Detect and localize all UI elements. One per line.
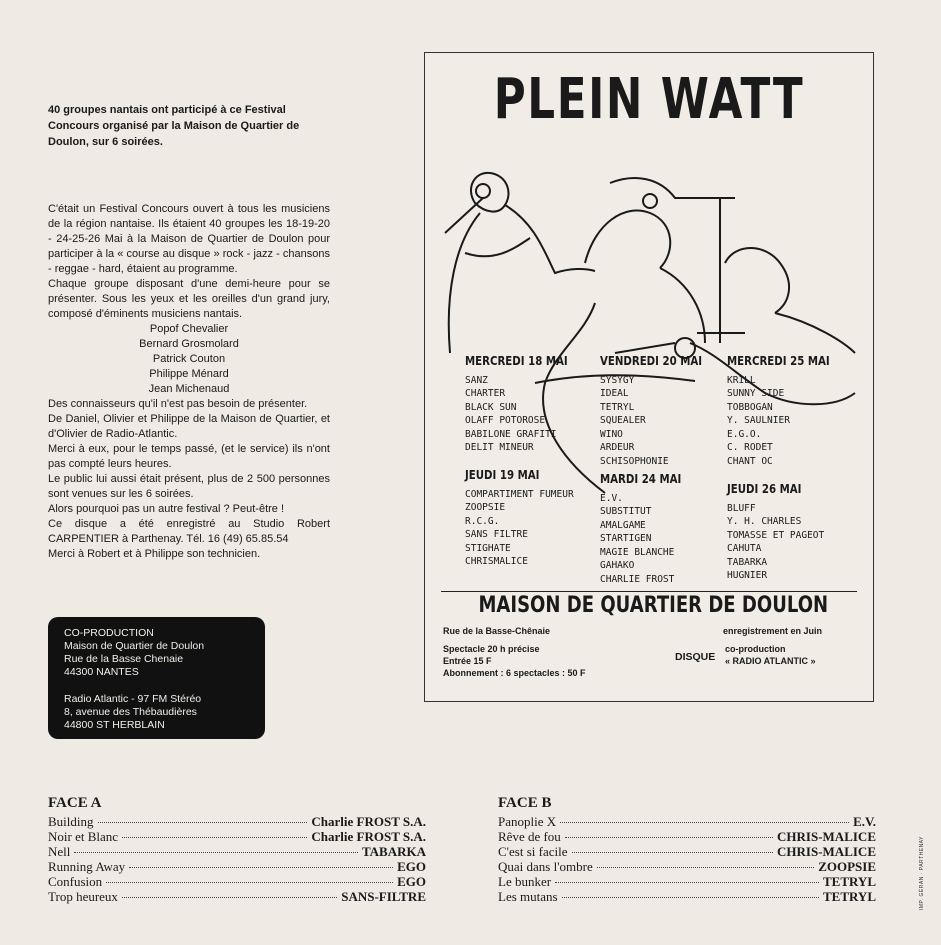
track-artist: Charlie FROST S.A. [311,814,426,829]
coprod-line: 44800 ST HERBLAIN [64,719,165,731]
track-row [498,844,876,859]
track-row [48,874,426,889]
jury-member: Popof Chevalier [149,323,229,335]
band-name: E.G.O. [727,428,762,440]
band-name: TETRYL [600,401,635,413]
notes-paragraph: Ce disque a été enregistré au Studio Robert CARPENTIER à Parthenay. Tél. 16 (49) 65.85.54 [48,518,330,545]
band-name: STARTIGEN [600,533,652,544]
band-name: ZOOPSIE [465,502,506,513]
track-title: Panoplie X [498,814,557,829]
band-name: DELIT MINEUR [465,442,534,453]
day-column [727,483,824,583]
track-title: Quai dans l'ombre [498,859,593,874]
band-name: C. RODET [727,442,773,453]
band-name: WINO [600,428,623,440]
band-name: CAHUTA [727,543,762,554]
day-heading: VENDREDI 20 MAI [600,354,703,368]
jury-list [48,322,330,397]
band-name: BLACK SUN [465,401,517,413]
poster-title: PLEIN WATT [493,67,805,132]
track-artist: SANS-FILTRE [341,889,426,904]
band-name: TABARKA [727,556,768,568]
day-column [465,469,574,569]
notes-paragraph: Chaque groupe disposant d'une demi-heure pour se présenter. Sous les yeux et les oreilles d'un grand jury, composé d'éminents musiciens nantais. [48,278,330,320]
day-column [465,355,586,455]
track-artist: CHRIS-MALICE [777,844,876,859]
notes-paragraph: Alors pourquoi pas un autre festival ? Peut-être ! [48,503,285,515]
day-column [600,473,696,586]
jury-member: Patrick Couton [152,353,226,365]
track-title: Nell [48,844,71,859]
entry-price: Entrée 15 F [443,656,492,666]
band-name: SANS FILTRE [465,529,528,540]
coprod-line: 44300 NANTES [64,666,139,678]
coproduction-box [48,617,265,739]
liner-notes [48,202,330,562]
track-row [498,874,876,889]
track-artist: CHRIS-MALICE [777,829,876,844]
track-artist: ZOOPSIE [818,859,876,874]
track-row [498,889,876,904]
track-row [498,829,876,844]
track-row [48,889,426,904]
face-a-tracklist [48,795,426,904]
jury-member: Jean Michenaud [148,383,230,395]
notes-paragraph: Des connaisseurs qu'il n'est pas besoin de présenter. [48,398,308,410]
band-name: IDEAL [600,388,629,399]
festival-poster [424,52,874,702]
jury-member: Philippe Ménard [149,368,229,380]
track-row [48,844,426,859]
track-title: Le bunker [498,874,552,889]
band-name: BABILONE GRAFITI [465,428,557,440]
venue-name: MAISON DE QUARTIER DE DOULON [478,593,829,618]
day-heading: MERCREDI 25 MAI [727,354,830,368]
band-name: BLUFF [727,502,756,514]
band-name: SYSYGY [600,374,635,386]
band-name: STIGHATE [465,542,511,554]
track-row [48,829,426,844]
coprod-partner: « RADIO ATLANTIC » [725,656,816,666]
track-row [48,814,426,829]
band-name: CHARLIE FROST [600,573,675,585]
coprod-line: Radio Atlantic - 97 FM Stéréo [64,693,202,705]
track-title: Rêve de fou [498,829,561,844]
coprod-label: co-production [725,644,786,654]
track-row [498,814,876,829]
day-heading: JEUDI 19 MAI [465,468,540,482]
track-row [48,859,426,874]
track-artist: TETRYL [822,889,876,904]
day-heading: JEUDI 26 MAI [727,482,802,496]
band-name: MAGIE BLANCHE [600,546,675,558]
track-title: Running Away [48,859,126,874]
coprod-line: CO-PRODUCTION [64,627,154,639]
track-artist: TABARKA [361,844,426,859]
printer-credit: IMP. GÉRAN · PARTHENAY [919,836,925,910]
track-row [498,859,876,874]
band-name: SANZ [465,374,488,386]
notes-paragraph: Merci à Robert et à Philippe son technicien. [48,548,261,560]
band-name: TOMASSE ET PAGEOT [727,529,825,541]
day-column [727,355,848,468]
face-title: FACE A [48,795,102,811]
day-column [600,355,720,468]
track-title: Building [48,814,94,829]
track-title: Les mutans [498,889,558,904]
spectacle-time: Spectacle 20 h précise [443,644,540,654]
band-name: CHANT OC [727,455,773,467]
coprod-line: 8, avenue des Thébaudières [64,706,197,718]
band-name: SCHISOPHONIE [600,455,669,467]
band-name: CHRISMALICE [465,556,528,567]
day-heading: MERCREDI 18 MAI [465,354,568,368]
track-title: Confusion [48,874,103,889]
notes-paragraph: Merci à eux, pour le temps passé, (et le service) ils n'ont pas compté leurs heures. [48,443,330,470]
track-title: C'est si facile [498,844,568,859]
face-title: FACE B [498,795,552,811]
coprod-line: Maison de Quartier de Doulon [64,640,205,652]
band-name: KRILL [727,374,756,386]
track-title: Trop heureux [48,889,118,904]
track-artist: E.V. [853,814,876,829]
band-name: TOBBOGAN [727,401,773,413]
face-b-tracklist [498,795,876,904]
recording-note: enregistrement en Juin [723,626,823,636]
band-name: Y. SAULNIER [727,415,790,426]
track-artist: EGO [397,874,426,889]
microphone-icon [476,184,490,198]
notes-paragraph: Le public lui aussi était présent, plus de 2 500 personnes sont venues sur les 6 soirées. [48,473,330,500]
jury-member: Bernard Grosmolard [139,338,239,350]
venue-street: Rue de la Basse-Chênaie [443,626,551,636]
disque-label: DISQUE [675,651,716,663]
band-name: SUNNY SIDE [727,388,785,399]
band-name: ARDEUR [600,442,635,453]
band-name: E.V. [600,492,623,504]
intro-paragraph: 40 groupes nantais ont participé à ce Festival Concours organisé par la Maison de Quartier de Doulon, sur 6 soirées. [48,104,300,148]
day-heading: MARDI 24 MAI [600,472,682,486]
coprod-line: Rue de la Basse Chenaie [64,653,184,665]
track-artist: TETRYL [822,874,876,889]
band-name: OLAFF POTOROSE [465,415,546,426]
band-name: COMPARTIMENT FUMEUR [465,488,574,500]
divider [441,591,857,592]
band-name: CHARTER [465,388,506,399]
coproduction-note [725,643,816,667]
band-name: SQUEALER [600,415,646,426]
schedule-info [443,643,586,679]
band-name: SUBSTITUT [600,506,652,517]
track-title: Noir et Blanc [48,829,119,844]
notes-paragraph: De Daniel, Olivier et Philippe de la Maison de Quartier, et d'Olivier de Radio-Atlantic. [48,413,330,440]
band-name: HUGNIER [727,570,768,581]
band-name: Y. H. CHARLES [727,516,802,527]
track-artist: Charlie FROST S.A. [311,829,426,844]
band-name: R.C.G. [465,515,500,527]
track-artist: EGO [397,859,426,874]
subscription-price: Abonnement : 6 spectacles : 50 F [443,668,586,678]
microphone-icon [643,194,657,208]
band-name: AMALGAME [600,519,646,531]
notes-paragraph: C'était un Festival Concours ouvert à tous les musiciens de la région nantaise. Ils étaient 40 groupes les 18-19-20 - 24-25-26 Mai à la Maison de Quartier de Doulon pour participer à la « course au disque » rock - jazz - chansons - reggae - hard, étaient au programme. [48,203,330,275]
band-name: GAHAKO [600,560,635,571]
